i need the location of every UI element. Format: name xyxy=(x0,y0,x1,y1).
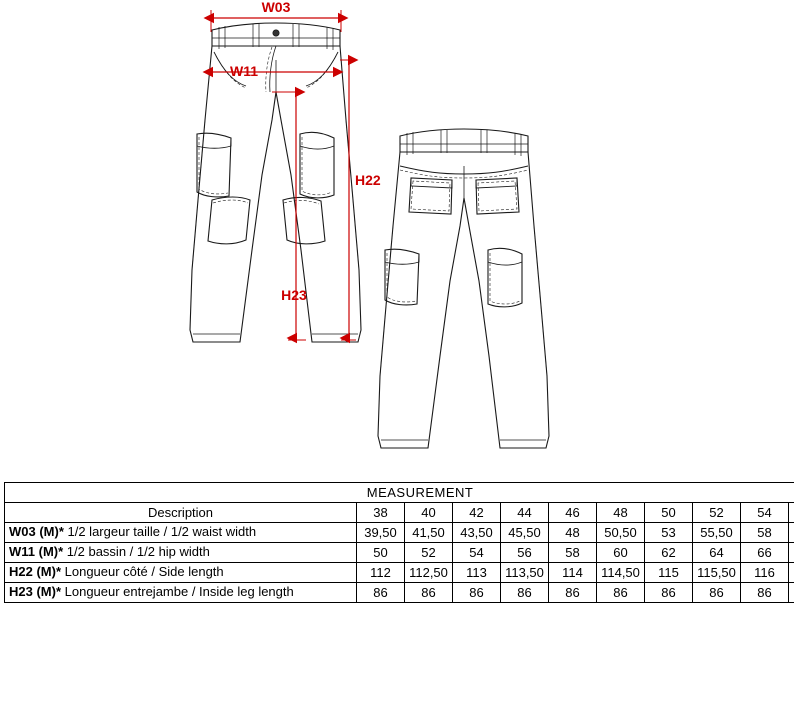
measurement-value-empty xyxy=(789,543,794,563)
measurement-value: 112 xyxy=(357,563,405,583)
measurement-value: 60 xyxy=(597,543,645,563)
measurement-value: 45,50 xyxy=(501,523,549,543)
measurement-value: 114 xyxy=(549,563,597,583)
dimension-label-w03: W03 xyxy=(261,0,291,15)
measurement-value: 55,50 xyxy=(693,523,741,543)
measurement-value: 50,50 xyxy=(597,523,645,543)
measurement-label: 1/2 bassin / 1/2 hip width xyxy=(63,544,210,560)
measurement-description xyxy=(5,583,357,603)
measurement-value: 64 xyxy=(693,543,741,563)
column-header-size: 40 xyxy=(405,503,453,523)
dimension-label-h23: H23 xyxy=(281,287,307,303)
measurement-value: 58 xyxy=(549,543,597,563)
measurement-value: 41,50 xyxy=(405,523,453,543)
measurement-value: 56 xyxy=(501,543,549,563)
measurement-value: 113 xyxy=(453,563,501,583)
measurement-value: 86 xyxy=(405,583,453,603)
measurement-code: H23 (M)* xyxy=(9,584,62,600)
measurement-value-empty xyxy=(789,563,794,583)
measurement-value: 113,50 xyxy=(501,563,549,583)
measurement-value: 50 xyxy=(357,543,405,563)
measurement-label: Longueur côté / Side length xyxy=(61,564,224,580)
measurement-value: 86 xyxy=(597,583,645,603)
measurement-code: W03 (M)* xyxy=(9,524,64,540)
measurement-value: 86 xyxy=(741,583,789,603)
measurement-description xyxy=(5,523,357,543)
table-title-row xyxy=(5,483,794,503)
column-header-size: 46 xyxy=(549,503,597,523)
trousers-back-technical-drawing xyxy=(378,129,549,448)
measurement-table xyxy=(4,482,794,603)
column-header-size: 50 xyxy=(645,503,693,523)
measurement-value: 39,50 xyxy=(357,523,405,543)
column-header-size: 52 xyxy=(693,503,741,523)
measurement-value: 54 xyxy=(453,543,501,563)
dimension-label-h22: H22 xyxy=(355,172,381,188)
column-header-size: 48 xyxy=(597,503,645,523)
measurement-value: 53 xyxy=(645,523,693,543)
measurement-code: W11 (M)* xyxy=(9,544,64,560)
measurement-value-empty xyxy=(789,583,794,603)
measurement-label: Longueur entrejambe / Inside leg length xyxy=(61,584,294,600)
trousers-front-technical-drawing xyxy=(190,23,361,342)
column-header-size: 38 xyxy=(357,503,405,523)
measurement-code: H22 (M)* xyxy=(9,564,62,580)
measurement-description xyxy=(5,543,357,563)
measurement-value: 58 xyxy=(741,523,789,543)
column-header-size: 44 xyxy=(501,503,549,523)
measurement-value: 116 xyxy=(741,563,789,583)
table-row xyxy=(5,523,794,543)
column-header-description: Description xyxy=(5,503,357,523)
dimension-label-w11: W11 xyxy=(230,63,259,79)
column-header-size: 42 xyxy=(453,503,501,523)
table-title: MEASUREMENT xyxy=(5,483,794,503)
measurement-label: 1/2 largeur taille / 1/2 waist width xyxy=(63,524,257,540)
column-header-empty xyxy=(789,503,794,523)
measurement-value: 114,50 xyxy=(597,563,645,583)
measurement-value: 112,50 xyxy=(405,563,453,583)
table-row xyxy=(5,563,794,583)
measurement-value: 66 xyxy=(741,543,789,563)
column-header-size: 54 xyxy=(741,503,789,523)
measurement-value: 86 xyxy=(549,583,597,603)
measurement-value: 86 xyxy=(645,583,693,603)
measurement-value: 86 xyxy=(357,583,405,603)
measurement-value: 62 xyxy=(645,543,693,563)
measurement-value: 86 xyxy=(693,583,741,603)
measurement-table-container xyxy=(4,482,790,603)
measurement-value: 52 xyxy=(405,543,453,563)
measurement-value: 86 xyxy=(501,583,549,603)
measurement-value: 86 xyxy=(453,583,501,603)
table-row xyxy=(5,543,794,563)
measurement-description xyxy=(5,563,357,583)
measurement-value: 115 xyxy=(645,563,693,583)
measurement-value: 115,50 xyxy=(693,563,741,583)
measurement-value: 48 xyxy=(549,523,597,543)
table-row xyxy=(5,583,794,603)
measurement-value-empty xyxy=(789,523,794,543)
measurement-value: 43,50 xyxy=(453,523,501,543)
table-header-row xyxy=(5,503,794,523)
